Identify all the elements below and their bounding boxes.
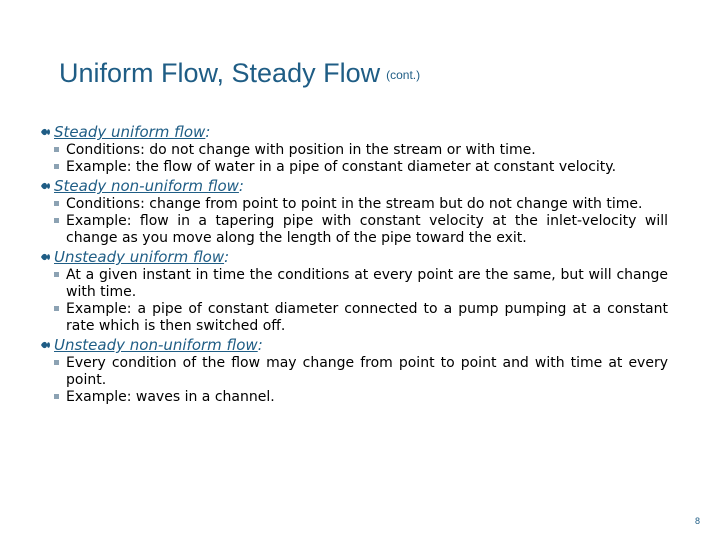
list-item [66,142,668,159]
section-unsteady-uniform [48,247,668,335]
section-items [48,142,668,176]
list-item-text: Example: waves in a channel. [66,389,275,405]
fleuron-bullet-icon [40,252,51,262]
fleuron-bullet-icon [40,181,51,191]
list-item [66,213,668,247]
slide-title-suffix: (cont.) [386,68,421,82]
section-heading [48,122,668,142]
section-steady-non-uniform [48,176,668,247]
list-item-text: Every condition of the flow may change from point to point and with time at every point. [66,355,668,388]
section-heading-text: Unsteady uniform flow [54,248,225,266]
section-heading-colon: : [205,123,211,141]
list-item [66,355,668,389]
square-bullet-icon [54,306,59,311]
list-item-text: Example: flow in a tapering pipe with constant velocity at the inlet-velocity will change as you move along the length of the pipe toward the exit. [66,213,668,246]
section-unsteady-non-uniform [48,335,668,406]
section-items [48,267,668,335]
square-bullet-icon [54,201,59,206]
section-heading [48,176,668,196]
list-item-text: Example: a pipe of constant diameter connected to a pump pumping at a constant rate which is then switched off. [66,301,668,334]
section-items [48,355,668,406]
list-item [66,267,668,301]
list-item-text: Example: the flow of water in a pipe of constant diameter at constant velocity. [66,159,617,175]
list-item [66,301,668,335]
list-item [66,196,668,213]
fleuron-bullet-icon [40,127,51,137]
square-bullet-icon [54,394,59,399]
square-bullet-icon [54,360,59,365]
section-heading-text: Steady uniform flow [54,123,206,141]
section-heading-colon: : [224,248,230,266]
square-bullet-icon [54,272,59,277]
page-number: 8 [694,516,700,526]
slide-title [59,58,420,89]
fleuron-bullet-icon [40,340,51,350]
list-item-text: At a given instant in time the conditions at every point are the same, but will change with time. [66,267,668,300]
section-heading-text: Steady non-uniform flow [54,177,239,195]
section-heading-colon: : [257,336,263,354]
slide-content [48,122,668,406]
section-heading [48,335,668,355]
section-heading-colon: : [238,177,244,195]
section-steady-uniform [48,122,668,176]
slide-title-text: Uniform Flow, Steady Flow [59,58,381,88]
list-item-text: Conditions: change from point to point in the stream but do not change with time. [66,196,643,212]
section-items [48,196,668,247]
section-heading [48,247,668,267]
list-item [66,389,668,406]
list-item-text: Conditions: do not change with position in the stream or with time. [66,142,536,158]
square-bullet-icon [54,218,59,223]
list-item [66,159,668,176]
section-heading-text: Unsteady non-uniform flow [54,336,258,354]
square-bullet-icon [54,164,59,169]
square-bullet-icon [54,147,59,152]
